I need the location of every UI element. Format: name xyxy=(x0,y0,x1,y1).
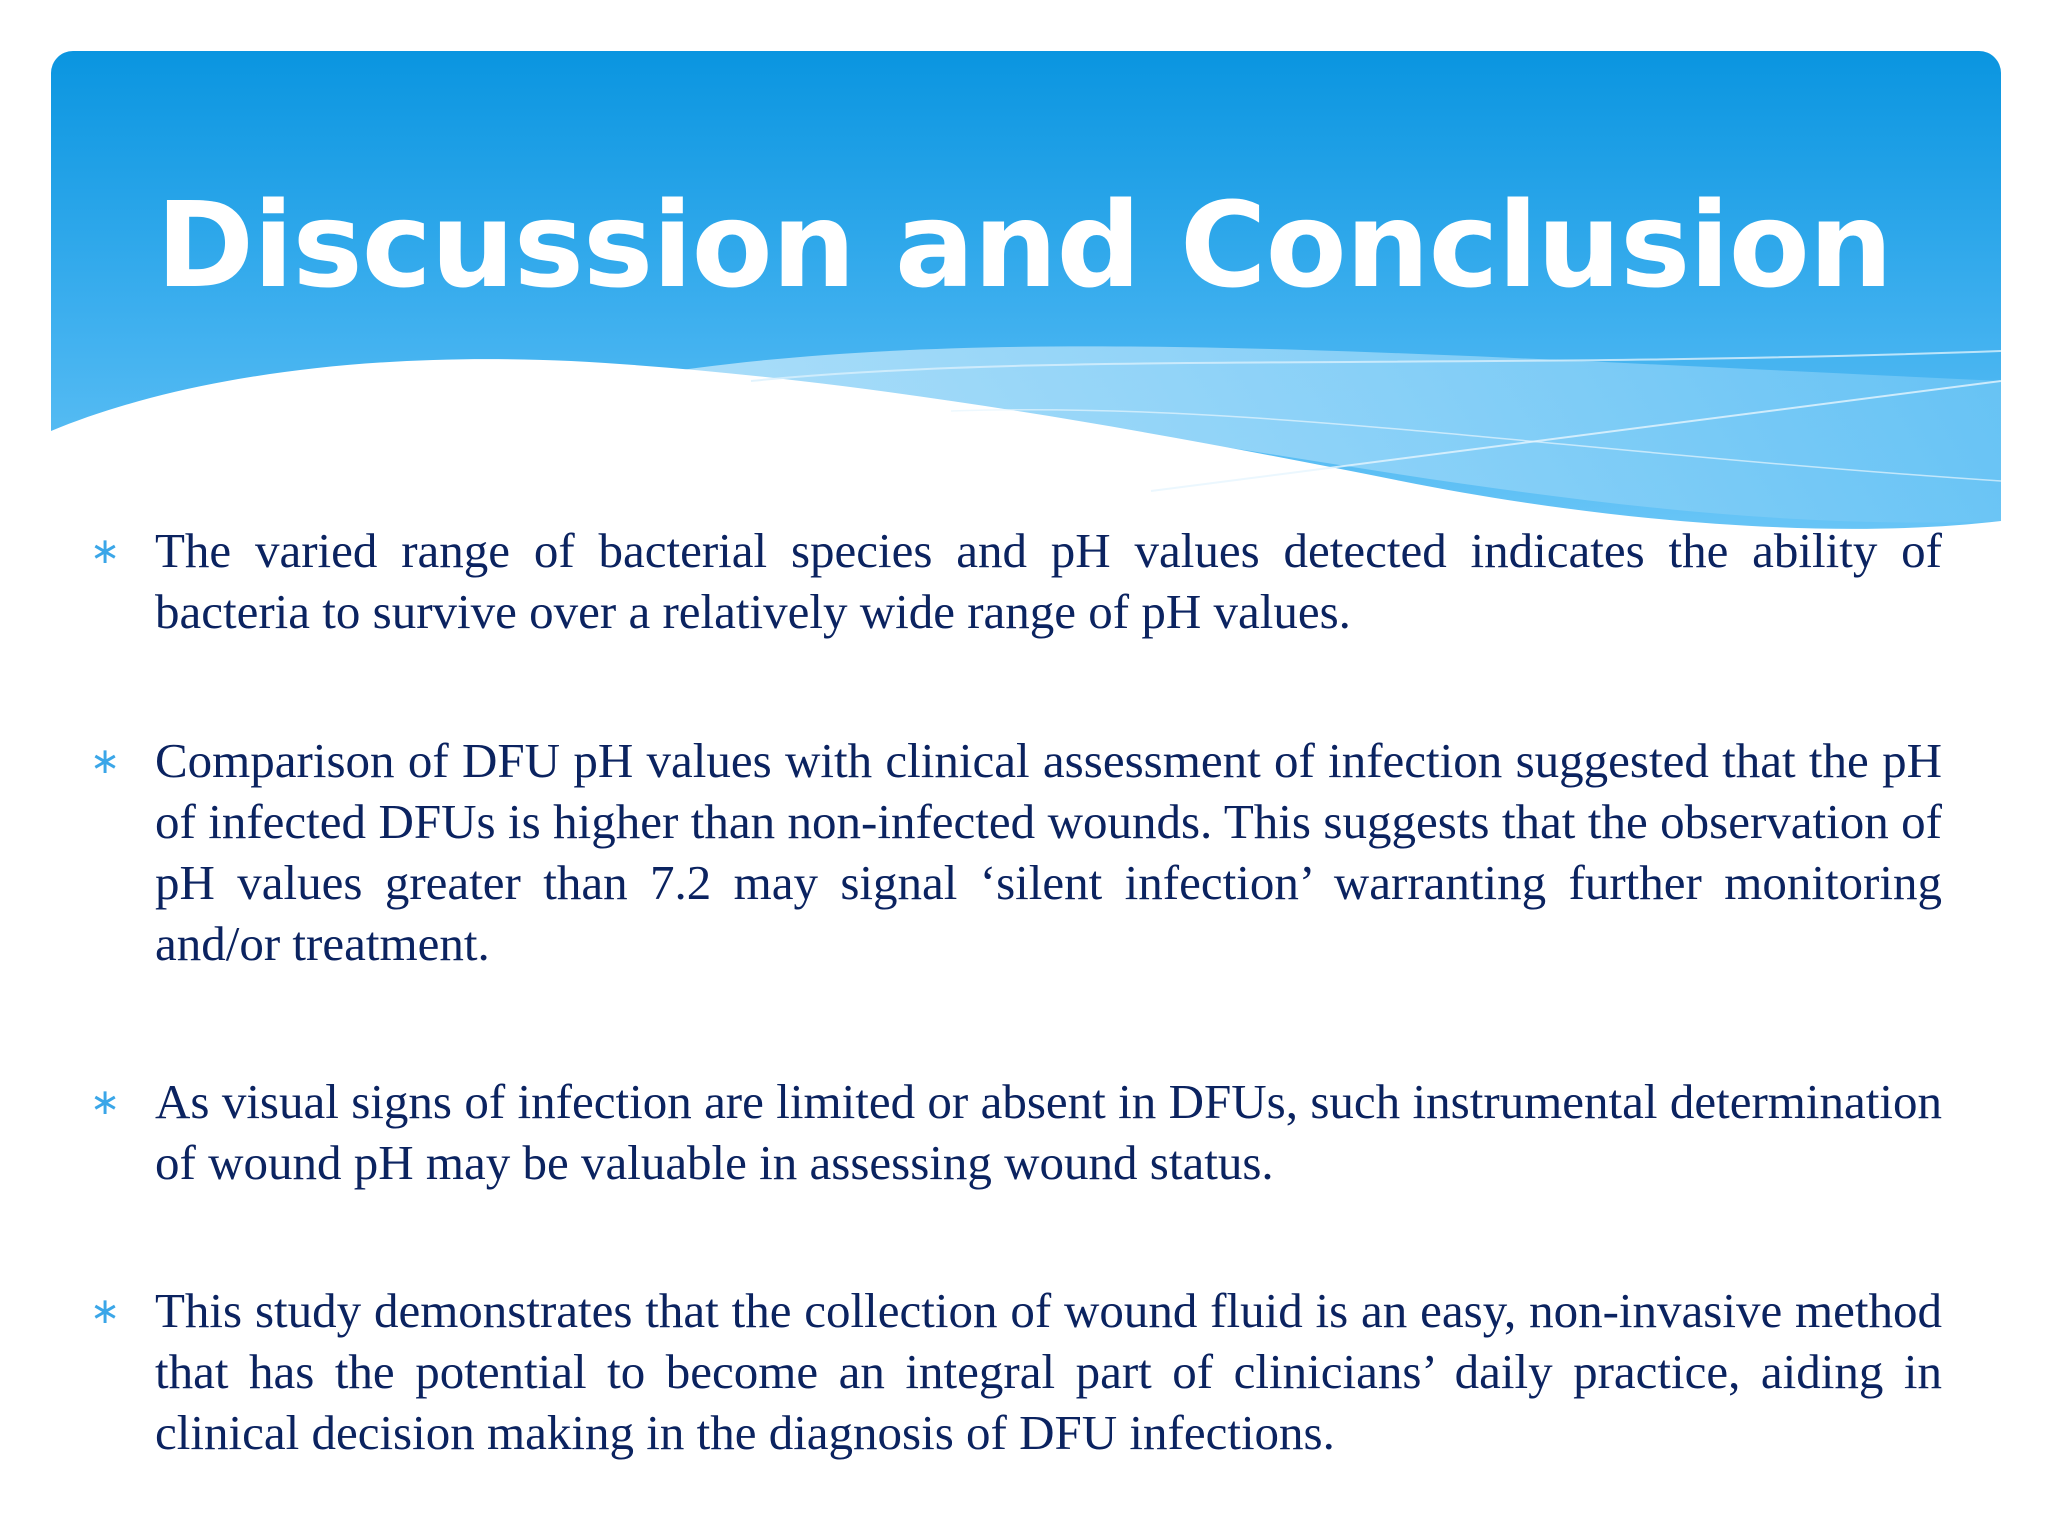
bullet-text: Comparison of DFU pH values with clinical assessment of infection suggested that the pH of infected DFUs is higher than non-infected wounds. This suggests that the observation of pH values greater than 7.2 may signal ‘silent infection’ warranting further monitoring and/or treatment. xyxy=(155,733,1942,971)
asterisk-bullet-icon: ∗ xyxy=(90,1082,121,1123)
asterisk-bullet-icon: ∗ xyxy=(90,741,121,782)
asterisk-bullet-icon: ∗ xyxy=(90,531,121,572)
bullet-text: As visual signs of infection are limited or absent in DFUs, such instrumental determination of wound pH may be valuable in assessing wound status. xyxy=(155,1074,1942,1190)
bullet-text: The varied range of bacterial species and pH values detected indicates the ability of bacteria to survive over a relatively wide range of pH values. xyxy=(155,523,1942,639)
bullet-text: This study demonstrates that the collection of wound fluid is an easy, non-invasive method that has the potential to become an integral part of clinicians’ daily practice, aiding in clinical decision making in the diagnosis of DFU infections. xyxy=(155,1283,1942,1460)
slide-title: Discussion and Conclusion xyxy=(156,176,1892,314)
asterisk-bullet-icon: ∗ xyxy=(90,1291,121,1332)
